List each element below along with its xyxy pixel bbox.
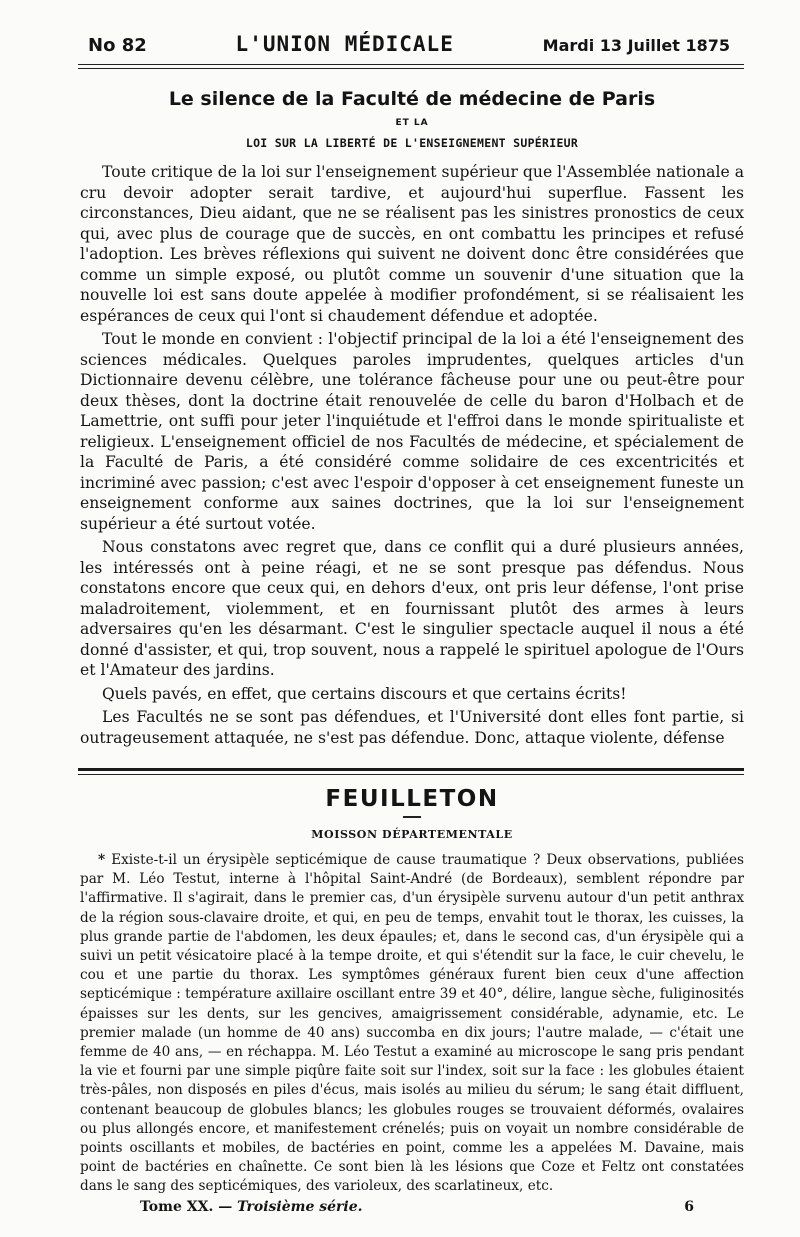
article-paragraph: Toute critique de la loi sur l'enseignement supérieur que l'Assemblée nationale a cru devoir adopter serait tardive, et aujourd'hui superflue. Fassent les circonstances, Dieu aidant, que ne se réalisent pas les sinistres pronostics de ceux qui, avec plus de courage que de succès, en ont combattu les principes et refusé l'adoption. Les brèves réflexions qui suivent ne doivent donc être considérées que comme un simple exposé, ou plutôt comme un souvenir d'une situation que la nouvelle loi est sans doute appelée à modifier profondément, si se réalisaient les espérances de ceux qui l'ont si chaudement défendue et adoptée. — [80, 163, 744, 325]
page-header — [88, 32, 730, 62]
article-paragraph: Quels pavés, en effet, que certains discours et que certains écrits! — [102, 684, 627, 703]
feuilleton-text: Existe-t-il un érysipèle septicémique de cause traumatique ? Deux observations, publiées par M. Léo Testut, interne à l'hôpital Saint-André (de Bordeaux), semblent répondre par l'affirmative. Il s'agirait, dans le premier cas, d'un érysipèle survenu autour d'un petit anthrax de la région sous-clavaire droite, et qui, en peu de temps, envahit tout le thorax, les cuisses, la plus grande partie de l'abdomen, les deux épaules; et, dans le second cas, d'un érysipèle qui a suivi un petit vésicatoire placé à la tempe droite, et qui s'étendit sur la face, le cuir chevelu, le cou et une partie du thorax. Les symptômes généraux furent bien ceux d'une affection septicémique : température axillaire oscillant entre 39 et 40°, délire, langue sèche, fuliginosités épaisses sur les dents, sur les gencives, amaigrissement considérable, adynamie, etc. Le premier malade (un homme de 40 ans) succomba en dix jours; l'autre malade, — c'était une femme de 40 ans, — en réchappa. M. Léo Testut a examiné au microscope le sang pris pendant la vie et fourni par une simple piqûre faite soit sur l'index, soit sur la face : les globules étaient très-pâles, non disposés en piles d'écus, mais isolés au milieu du sérum; le sang était diffluent, contenant beaucoup de globules blancs; les globules rouges se trouvaient déformés, ovalaires ou plus allongés encore, et manifestement crénelés; puis on voyait un nombre considérable de points oscillants et mobiles, de bactéries en point, comme les a appelées M. Davaine, mais point de bactéries en chaînette. Ce sont bien là les lésions que Coze et Feltz ont constatées dans le sang des septicémiques, des varioleux, des scarlatineux, etc. — [80, 852, 744, 1195]
article-paragraph: Les Facultés ne se sont pas défendues, et l'Université dont elles font partie, si outrageusement attaquée, ne s'est pas défendue. Donc, attaque violente, défense — [80, 708, 744, 747]
asterism-marker: * — [98, 852, 106, 868]
main-article — [80, 88, 744, 748]
page-number: 6 — [684, 1199, 694, 1215]
article-paragraph: Tout le monde en convient : l'objectif principal de la loi a été l'enseignement des sciences médicales. Quelques paroles imprudentes, quelques articles d'un Dictionnaire devenu célèbre, une tolérance fâcheuse pour une ou peut-être pour deux thèses, dont la doctrine était renouvelée de celle du baron d'Holbach et de Lamettrie, ont suffi pour jeter l'inquiétude et l'effroi dans le monde spiritualiste et religieux. L'enseignement officiel de nos Facultés de médecine, et spécialement de la Faculté de Paris, a été considéré comme solidaire de ces excentricités et incriminé avec passion; c'est avec l'espoir d'opposer à cet enseignement funeste un enseignement conforme aux saines doctrines, que la loi sur l'enseignement supérieur a été surtout votée. — [80, 330, 744, 533]
article-title: Le silence de la Faculté de médecine de Paris — [168, 88, 656, 110]
page-footer — [140, 1199, 694, 1215]
feuilleton-paragraph — [80, 851, 744, 1197]
section-separator — [78, 768, 744, 771]
article-et-la: ET LA — [395, 118, 429, 128]
header-rule — [78, 64, 744, 65]
section-separator-thin — [78, 774, 744, 775]
volume-info — [140, 1199, 363, 1215]
feuilleton-body — [80, 851, 744, 1197]
article-paragraph: Nous constatons avec regret que, dans ce conflit qui a duré plusieurs années, les intéressés ont à peine réagi, et ne se sont presque pas défendus. Nous constatons encore que ceux qui, en dehors d'eux, ont pris leur défense, l'ont prise maladroitement, violemment, et en fournissant plutôt des armes à leurs adversaires qu'en les désarmant. C'est le singulier spectacle auquel il nous a été donné d'assister, et qui, trop souvent, nous a rappelé le spirituel apologue de l'Ours et l'Amateur des jardins. — [80, 538, 744, 679]
feuilleton-title: FEUILLETON — [325, 786, 499, 812]
issue-number: No 82 — [88, 35, 147, 56]
series-label: Troisième série. — [237, 1199, 363, 1215]
tome-label: Tome XX. — — [140, 1199, 233, 1215]
header-rule-double — [78, 68, 744, 69]
issue-date: Mardi 13 Juillet 1875 — [542, 36, 730, 55]
article-subtitle: LOI SUR LA LIBERTÉ DE L'ENSEIGNEMENT SUPÉRIEUR — [245, 136, 579, 150]
article-body — [80, 162, 744, 748]
journal-title: L'UNION MÉDICALE — [235, 32, 454, 56]
feuilleton-title-rule — [403, 816, 421, 818]
feuilleton-subtitle: MOISSON DÉPARTEMENTALE — [311, 828, 513, 841]
feuilleton-section — [80, 786, 744, 1197]
